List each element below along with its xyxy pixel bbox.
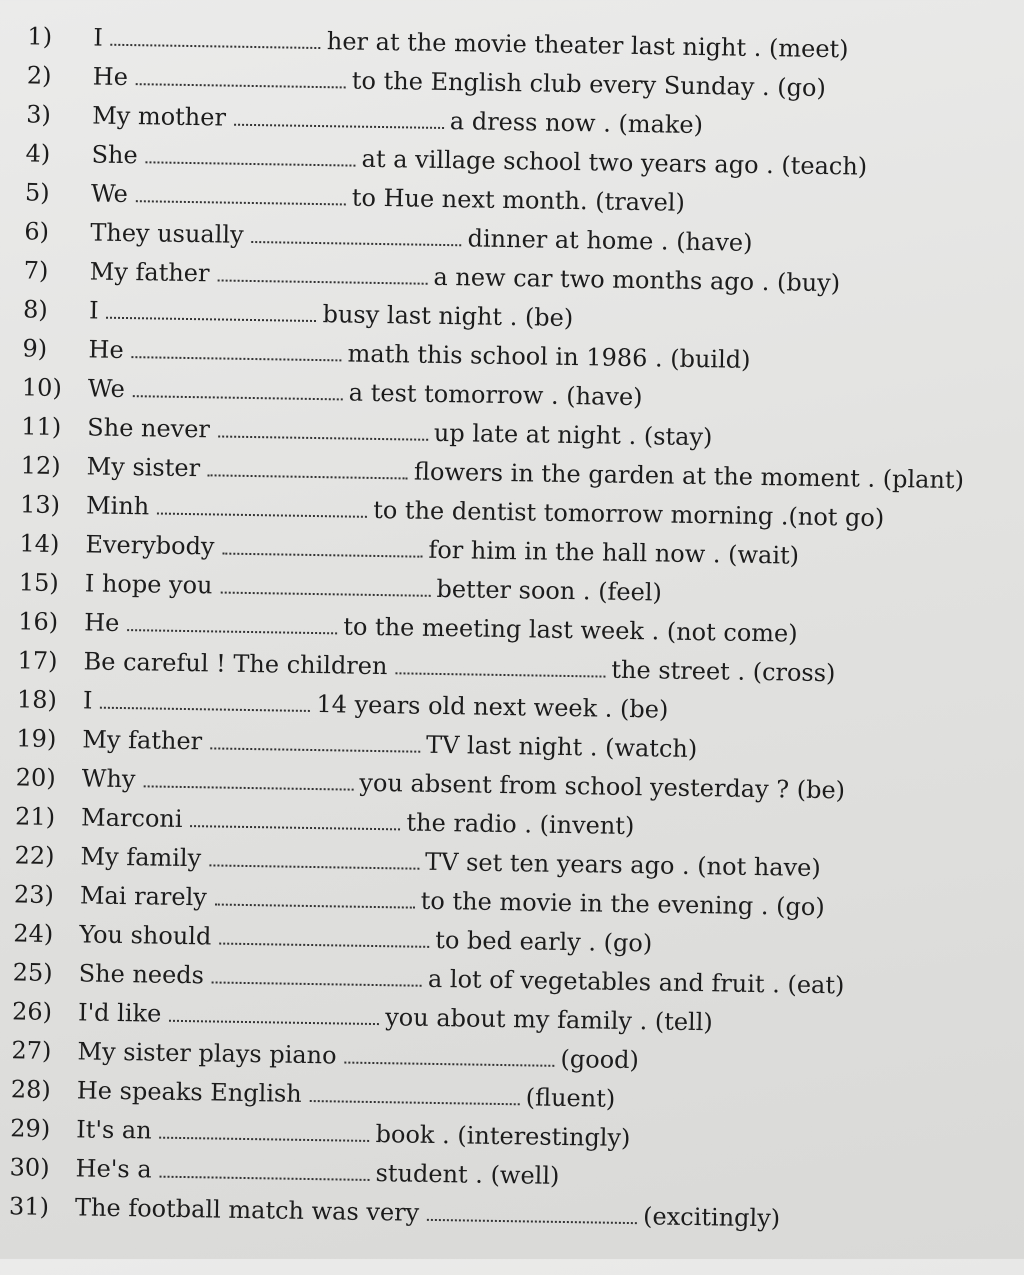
item-stem: She never [87,413,211,444]
answer-blank[interactable] [132,355,342,361]
item-stem: My sister [86,452,201,483]
item-stem: It's an [76,1115,152,1145]
item-number: 5) [24,178,50,207]
item-number: 21) [14,802,56,831]
item-rest: student . (well) [375,1159,560,1190]
answer-blank[interactable] [218,434,428,440]
item-stem: He [88,335,124,364]
answer-blank[interactable] [395,671,605,677]
answer-blank[interactable] [234,123,444,129]
item-stem: Minh [85,491,150,521]
answer-blank[interactable] [252,240,462,246]
item-rest: you about my family . (tell) [385,1003,713,1037]
item-stem: Why [81,764,136,794]
item-rest: the radio . (invent) [406,808,635,841]
item-rest: to the English club every Sunday . (go) [351,66,827,102]
item-stem: Mai rarely [79,881,208,912]
answer-blank[interactable] [106,316,316,322]
item-number: 6) [24,217,50,246]
answer-blank[interactable] [127,628,337,634]
item-number: 14) [19,529,60,558]
item-rest: to bed early . (go) [435,925,653,958]
answer-blank[interactable] [160,1175,370,1181]
item-rest: (excitingly) [642,1202,781,1233]
answer-blank[interactable] [220,591,430,597]
item-number: 9) [22,334,48,363]
item-stem: I [93,23,104,52]
item-stem: I [82,686,93,715]
item-number: 24) [13,919,54,948]
item-stem: We [90,179,129,209]
item-number: 18) [16,685,58,714]
item-number: 7) [23,256,49,285]
item-rest: for him in the hall now . (wait) [428,535,800,570]
item-stem: I'd like [77,998,162,1028]
item-stem: Everybody [85,530,215,561]
answer-blank[interactable] [143,784,353,790]
item-rest: dinner at home . (have) [467,224,753,257]
item-rest: up late at night . (stay) [433,418,713,452]
item-number: 10) [21,373,63,403]
answer-blank[interactable] [310,1099,520,1105]
item-stem: Marconi [80,803,183,833]
item-rest: a lot of vegetables and fruit . (eat) [427,964,845,1000]
item-rest: (good) [560,1044,640,1075]
answer-blank[interactable] [210,746,420,752]
item-number: 23) [13,880,55,909]
item-rest: TV last night . (watch) [425,730,698,764]
item-stem: He [84,608,120,637]
item-stem: He's a [75,1154,152,1184]
item-stem: Be careful ! The children [83,647,388,681]
item-rest: to Hue next month. (travel) [351,183,686,217]
answer-blank[interactable] [212,980,422,986]
item-number: 22) [14,841,55,870]
item-number: 13) [19,490,61,520]
item-stem: He [92,62,129,92]
item-stem: She [91,140,138,170]
item-rest: book . (interestingly) [375,1120,631,1153]
item-stem: You should [79,920,212,951]
item-number: 27) [11,1036,52,1065]
item-number: 3) [25,100,52,129]
item-number: 12) [20,451,61,481]
item-rest: (fluent) [525,1083,616,1113]
item-rest: a new car two months ago . (buy) [433,262,841,298]
item-number: 11) [21,412,62,442]
item-rest: you absent from school yesterday ? (be) [359,768,846,805]
item-rest: busy last night . (be) [322,300,574,333]
answer-blank[interactable] [215,902,415,908]
item-rest: a dress now . (make) [449,107,704,140]
item-number: 4) [25,139,51,168]
item-number: 25) [12,958,53,987]
item-number: 16) [18,607,59,636]
answer-blank[interactable] [222,552,422,558]
answer-blank[interactable] [133,394,343,400]
answer-blank[interactable] [217,278,427,284]
answer-blank[interactable] [146,160,356,166]
item-stem: My father [89,257,210,288]
item-stem: He speaks English [76,1076,302,1108]
item-number: 28) [10,1075,52,1104]
answer-blank[interactable] [157,512,367,518]
item-number: 29) [10,1114,51,1143]
item-number: 15) [18,568,59,597]
item-number: 19) [16,724,57,753]
item-number: 2) [26,61,52,90]
item-stem: I hope you [84,569,213,600]
answer-blank[interactable] [344,1061,554,1067]
answer-blank[interactable] [111,43,321,49]
item-rest: math this school in 1986 . (build) [347,339,751,374]
answer-blank[interactable] [190,824,400,830]
item-rest: her at the movie theater last night . (meet) [326,27,849,64]
item-number: 20) [15,763,56,792]
item-rest: TV set ten years ago . (not have) [424,847,821,882]
item-number: 26) [11,997,53,1026]
item-stem: My family [80,842,202,873]
item-rest: 14 years old next week . (be) [316,690,669,724]
item-rest: to the dentist tomorrow morning .(not go) [372,495,885,532]
answer-blank[interactable] [209,863,419,869]
item-number: 1) [27,22,53,51]
item-rest: to the meeting last week . (not come) [343,612,798,648]
item-stem: We [87,374,126,404]
item-number: 8) [22,295,49,324]
item-rest: flowers in the garden at the moment . (plant) [413,457,965,495]
item-rest: better soon . (feel) [436,574,663,607]
answer-blank[interactable] [219,942,429,948]
item-stem: My mother [91,101,227,132]
answer-blank[interactable] [160,1136,370,1142]
answer-blank[interactable] [100,706,310,712]
answer-blank[interactable] [208,473,408,479]
item-stem: They usually [90,218,244,249]
item-stem: The football match was very [74,1193,420,1227]
item-rest: at a village school two years ago . (teach) [361,144,868,181]
exercise-line [9,1192,781,1244]
item-number: 30) [9,1153,50,1182]
item-rest: a test tomorrow . (have) [348,378,643,412]
item-stem: My sister plays piano [77,1037,337,1070]
item-stem: I [88,296,99,325]
item-stem: My father [82,725,203,756]
answer-blank[interactable] [136,82,346,88]
answer-blank[interactable] [169,1019,379,1025]
item-rest: to the movie in the evening . (go) [420,886,825,922]
item-number: 31) [8,1192,50,1221]
answer-blank[interactable] [136,199,346,205]
item-stem: She needs [78,959,205,990]
item-rest: the street . (cross) [611,655,836,688]
answer-blank[interactable] [427,1218,637,1224]
item-number: 17) [17,646,58,675]
